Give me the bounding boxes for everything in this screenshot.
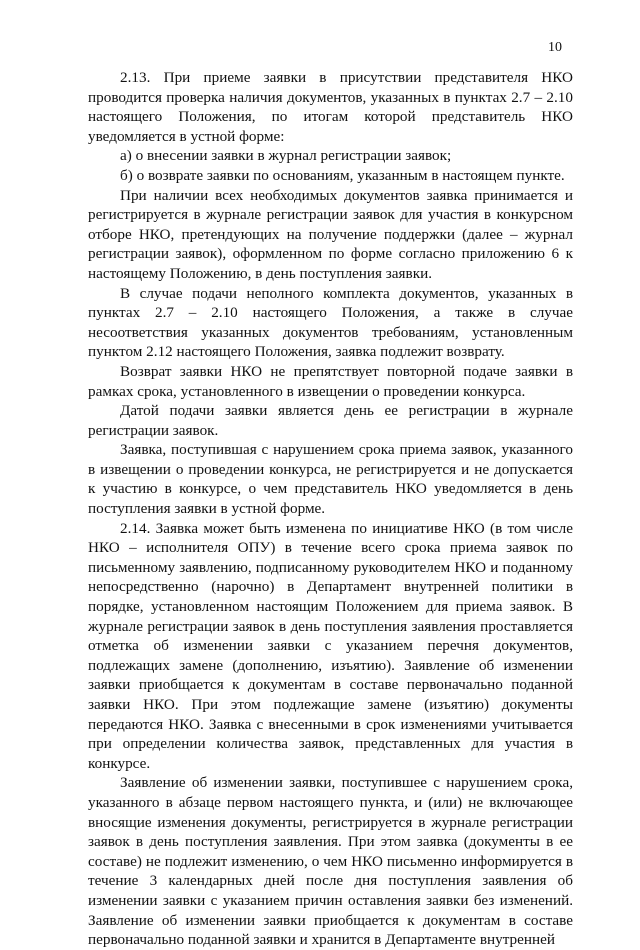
page-number: 10 (548, 40, 562, 55)
paragraph-option-b: б) о возврате заявки по основаниям, указанным в настоящем пункте. (120, 166, 565, 184)
document-body (88, 68, 573, 950)
paragraph-resubmission: Возврат заявки НКО не препятствует повторной подаче заявки в рамках срока, установленного в извещении о проведении конкурса. (88, 362, 573, 400)
paragraph-2-13: 2.13. При приеме заявки в присутствии представителя НКО проводится проверка наличия документов, указанных в пунктах 2.7 – 2.10 настоящего Положения, по итогам которой представитель НКО уведомляется в устной форме: (88, 69, 573, 145)
paragraph-submission-date: Датой подачи заявки является день ее регистрации в журнале регистрации заявок. (88, 402, 573, 439)
paragraph-2-14: 2.14. Заявка может быть изменена по инициативе НКО (в том числе НКО – исполнителя ОПУ) в течение всего срока приема заявок по письменному заявлению, подписанному руководителем НКО и поданному непосредственно (нарочно) в Департамент внутренней политики в порядке, установленном настоящим Положением для приема заявок. В журнале регистрации заявок в день поступления заявления проставляется отметка об изменении заявки с указанием перечня документов, подлежащих замене (дополнению, изъятию). Заявление об изменении заявки приобщается к документам в составе первоначально поданной заявки НКО. При этом подлежащие замене (изъятию) документы передаются НКО. Заявка с внесенными в срок изменениями учитывается при определении количества заявок, представленных для участия в конкурсе. (88, 519, 573, 772)
paragraph-registration: При наличии всех необходимых документов заявка принимается и регистрируется в журнале регистрации заявок для участия в конкурсном отборе НКО, претендующих на получение поддержки (далее – журнал регистрации заявок), оформленном по форме согласно приложению 6 к настоящему Положению, в день поступления заявки. (88, 186, 573, 282)
paragraph-option-a: а) о внесении заявки в журнал регистрации заявок; (120, 147, 452, 165)
paragraph-late-submission: Заявка, поступившая с нарушением срока приема заявок, указанного в извещении о проведении конкурса, не регистрируется и не допускается к участию в конкурсе, о чем представитель НКО уведомляется в день поступления заявки в устной форме. (88, 441, 573, 518)
paragraph-late-change-request: Заявление об изменении заявки, поступившее с нарушением срока, указанного в абзаце первом настоящего пункта, и (или) не включающее вносящие изменения документы, регистрируется в журнале регистрации заявок в день поступления заявления. При этом заявка (документы в ее составе) не подлежит изменению, о чем НКО письменно информируется в течение 3 календарных дней после дня поступления заявления об изменении заявки с указанием причин оставления заявки без изменений. Заявление об изменении заявки приобщается к документам в составе первоначально поданной заявки и хранится в Департаменте внутренней (88, 774, 573, 949)
paragraph-incomplete-docs: В случае подачи неполного комплекта документов, указанных в пунктах 2.7 – 2.10 настоящего Положения, а также в случае несоответствия указанных документов требованиям, установленным пунктом 2.12 настоящего Положения, заявка подлежит возврату. (88, 284, 573, 361)
